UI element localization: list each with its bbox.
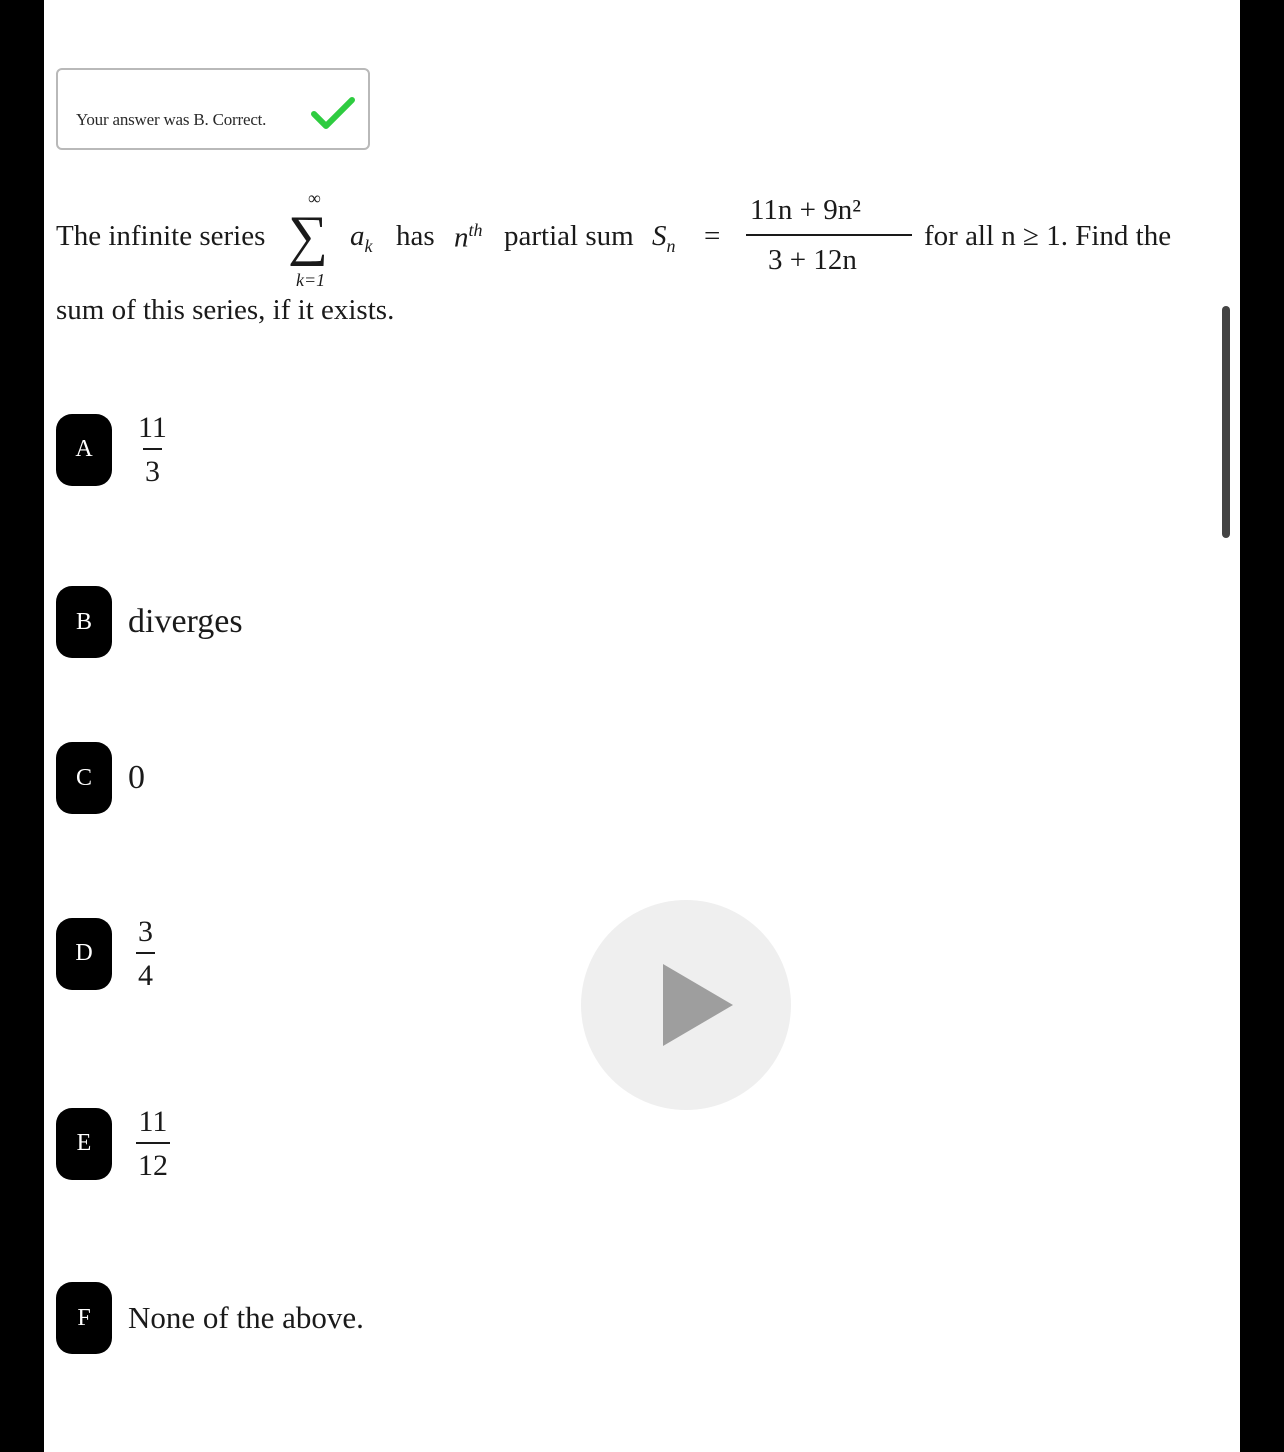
feedback-box: [56, 68, 370, 150]
series-term: $a_k$: [350, 220, 373, 256]
option-f-badge[interactable]: F: [56, 1282, 112, 1354]
has-text: has: [396, 220, 435, 252]
option-d-fraction: $\frac{3}{4}$: [138, 915, 153, 992]
option-b[interactable]: [56, 586, 243, 658]
condition-text: for all n ≥ 1. Find the: [924, 220, 1172, 252]
option-e-fraction: $\frac{11}{12}$: [138, 1105, 168, 1182]
option-f[interactable]: [56, 1282, 364, 1354]
video-play-button[interactable]: [581, 900, 791, 1110]
option-a-fraction: $\frac{11}{3}$: [138, 411, 167, 488]
option-c-text: 0: [128, 759, 145, 796]
option-c-badge[interactable]: C: [56, 742, 112, 814]
sn-symbol: $S_n$: [652, 220, 676, 256]
question-page: [44, 0, 1240, 1452]
option-d[interactable]: [56, 916, 155, 991]
option-f-text: None of the above.: [128, 1300, 364, 1335]
option-e[interactable]: [56, 1106, 170, 1181]
sum-upper-limit: ∞: [308, 188, 321, 208]
fraction-numerator: 11n + 9n²: [750, 194, 861, 226]
scrollbar[interactable]: [1222, 306, 1230, 538]
option-d-badge[interactable]: D: [56, 918, 112, 990]
sum-lower-limit: k=1: [296, 270, 326, 290]
equals-sign: =: [704, 220, 721, 252]
question-intro: The infinite series: [56, 220, 266, 252]
option-a[interactable]: [56, 412, 169, 487]
partial-sum-text: partial sum: [504, 220, 634, 252]
check-icon: [310, 96, 356, 132]
fraction-bar: [746, 234, 912, 236]
feedback-text: Your answer was B. Correct.: [76, 110, 267, 129]
option-e-badge[interactable]: E: [56, 1108, 112, 1180]
play-icon: [663, 964, 733, 1046]
fraction-denominator: 3 + 12n: [768, 244, 857, 276]
question-text: [56, 190, 1236, 340]
sigma-symbol: ∑: [288, 205, 328, 267]
nth-term: $n^{th}$: [454, 220, 483, 254]
option-b-text: diverges: [128, 603, 243, 640]
option-b-badge[interactable]: B: [56, 586, 112, 658]
option-a-badge[interactable]: A: [56, 414, 112, 486]
question-line2: sum of this series, if it exists.: [56, 294, 395, 326]
option-c[interactable]: [56, 742, 145, 814]
